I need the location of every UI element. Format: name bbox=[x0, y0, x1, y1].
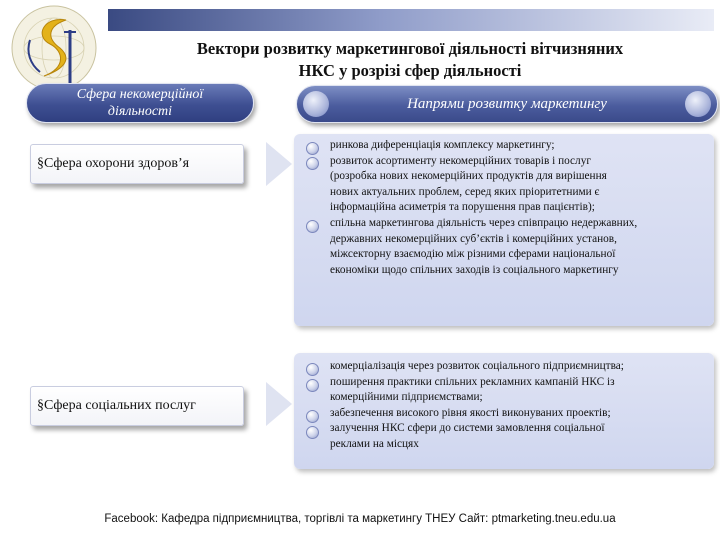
list-item: залучення НКС сфери до системи замовлення соціальної bbox=[330, 422, 605, 435]
list-item: комерціалізація через розвиток соціального підприємництва; bbox=[330, 360, 624, 372]
arrow-right-icon bbox=[266, 142, 292, 186]
bullet-icon bbox=[306, 426, 319, 439]
sphere-label: §Сфера соціальних послуг bbox=[37, 398, 196, 413]
bullet-icon bbox=[306, 410, 319, 423]
list-item: нових актуальних проблем, серед яких пріоритетними є bbox=[330, 185, 600, 198]
sphere-health-care bbox=[30, 144, 244, 184]
list-item: спільна маркетингова діяльність через співпрацю недержавних, bbox=[330, 216, 638, 229]
bullet-icon bbox=[306, 142, 319, 155]
footer-contacts: Facebook: Кафедра підприємництва, торгівлі та маркетингу ТНЕУ Сайт: ptmarketing.tneu.edu.ua bbox=[104, 513, 616, 525]
sphere-header-line-2: діяльності bbox=[107, 104, 173, 119]
list-item: розвиток асортименту некомерційних товарів і послуг bbox=[330, 154, 591, 167]
list-item: державних некомерційних суб’єктів і комерційних установ, bbox=[330, 232, 617, 245]
list-item: інформаційна асиметрія та порушення прав пацієнтів); bbox=[330, 201, 595, 214]
title-line-1: Вектори розвитку маркетингової діяльності вітчизняних bbox=[196, 39, 624, 58]
header-gradient-bar bbox=[108, 9, 714, 31]
sphere-header bbox=[26, 83, 254, 123]
sphere-social-services bbox=[30, 386, 244, 426]
university-logo-icon bbox=[4, 2, 104, 94]
page-title bbox=[110, 38, 710, 82]
list-item: поширення практики спільних рекламних кампаній НКС із bbox=[330, 375, 615, 388]
arrow-right-icon bbox=[266, 382, 292, 426]
list-item: економіки щодо спільних заходів із соціального маркетингу bbox=[330, 263, 619, 276]
list-item: забезпечення високого рівня якості виконуваних проектів; bbox=[330, 406, 611, 419]
sphere-label: §Сфера охорони здоров’я bbox=[37, 156, 190, 171]
directions-header bbox=[296, 85, 718, 123]
bullet-icon bbox=[306, 157, 319, 170]
bullet-icon bbox=[306, 379, 319, 392]
directions-list-health bbox=[330, 138, 715, 278]
list-item: міжсекторну взаємодію між різними сферами національної bbox=[330, 248, 616, 261]
directions-header-label: Напрями розвитку маркетингу bbox=[407, 95, 607, 112]
bullet-icon bbox=[306, 220, 319, 233]
list-item: ринкова диференціація комплексу маркетингу; bbox=[330, 139, 555, 151]
directions-list-social bbox=[330, 359, 715, 453]
list-item: реклами на місцях bbox=[330, 437, 419, 450]
list-item: (розробка нових некомерційних продуктів для вирішення bbox=[330, 170, 607, 183]
list-item: комерційними підприємствами; bbox=[330, 391, 483, 404]
sphere-header-line-1: Сфера некомерційної bbox=[76, 87, 204, 102]
bullet-icon bbox=[306, 363, 319, 376]
title-line-2: НКС у розрізі сфер діяльності bbox=[298, 61, 522, 80]
